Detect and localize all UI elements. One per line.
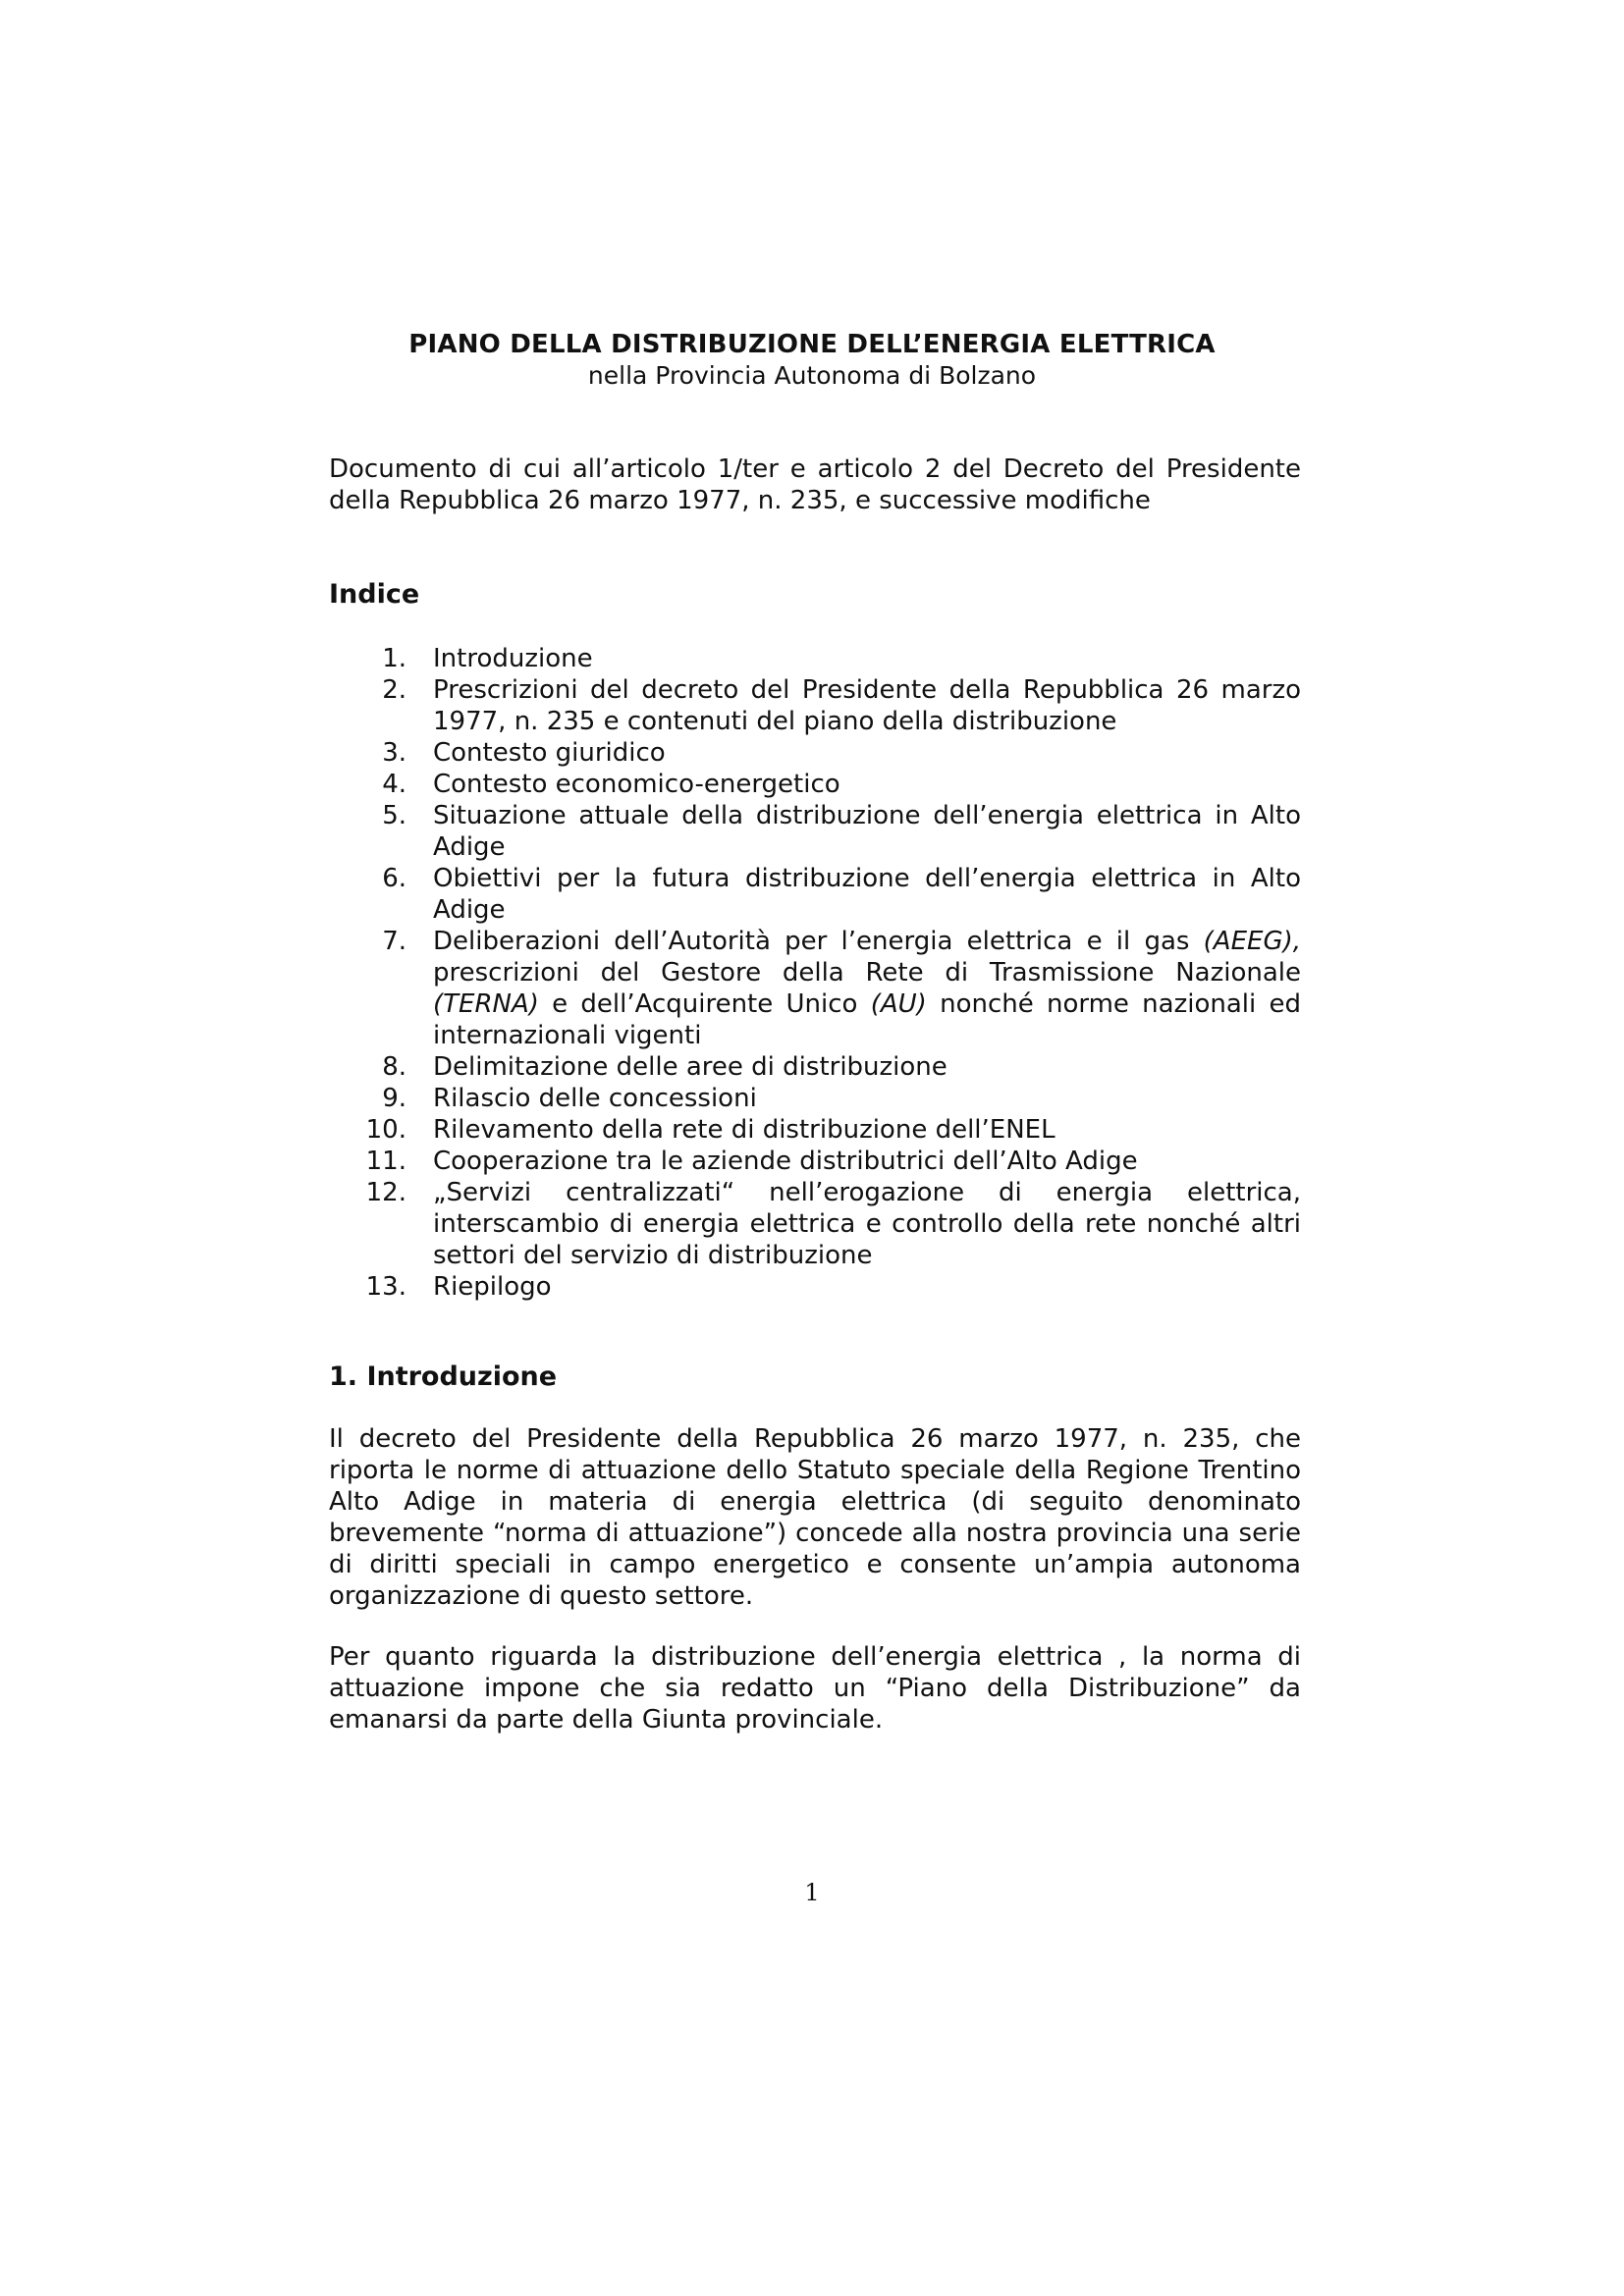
toc-item-text: Delimitazione delle aree di distribuzione (433, 1052, 947, 1082)
toc-text-part: nonché norme nazionali ed internazionali vigenti (433, 989, 1301, 1050)
section-heading-introduction: 1. Introduzione (329, 1362, 558, 1392)
document-title: PIANO DELLA DISTRIBUZIONE DELL’ENERGIA ELETTRICA (408, 330, 1216, 359)
toc-item-number: 9. (382, 1084, 406, 1113)
toc-item-text: Obiettivi per la futura distribuzione dell’energia elettrica in Alto Adige (433, 864, 1301, 925)
toc-item-number: 11. (365, 1147, 406, 1176)
toc-item-text: Prescrizioni del decreto del Presidente della Repubblica 26 marzo 1977, n. 235 e contenuti del piano della distribuzione (433, 675, 1301, 736)
toc-item-text: Contesto economico-energetico (433, 770, 840, 799)
toc-item-text: Riepilogo (433, 1272, 552, 1302)
toc-item-number: 3. (382, 738, 406, 768)
toc-item-number: 4. (382, 770, 406, 799)
toc-item-text: Rilevamento della rete di distribuzione dell’ENEL (433, 1115, 1056, 1145)
toc-item-2 (329, 674, 1301, 737)
toc-item-4 (329, 769, 1301, 800)
toc-item-number: 12. (365, 1178, 406, 1207)
toc-item-number: 13. (365, 1272, 406, 1302)
toc-item-text (406, 926, 1301, 1051)
toc-item-text: „Servizi centralizzati“ nell’erogazione di energia elettrica, interscambio di energia elettrica e controllo della rete nonché altri settori del servizio di distribuzione (433, 1178, 1301, 1270)
toc-item-3 (329, 737, 1301, 769)
toc-item-7 (329, 926, 1301, 1051)
toc-item-text: Contesto giuridico (433, 738, 666, 768)
toc-item-12 (329, 1177, 1301, 1271)
introduction-paragraph-1: Il decreto del Presidente della Repubblica 26 marzo 1977, n. 235, che riporta le norme di attuazione dello Statuto speciale della Regione Trentino Alto Adige in materia di energia elettrica (di seguito denominato brevemente “norma di attuazione”) concede alla nostra provincia una serie di diritti speciali in campo energetico e consente un’ampia autonoma organizzazione di questo settore. (329, 1424, 1301, 1611)
toc-item-11 (329, 1146, 1301, 1177)
table-of-contents (329, 643, 1301, 1303)
toc-item-number: 5. (382, 801, 406, 830)
toc-text-part: Deliberazioni dell’Autorità per l’energia elettrica e il gas (433, 927, 1204, 956)
document-subtitle: nella Provincia Autonoma di Bolzano (587, 361, 1037, 390)
toc-text-part: e dell’Acquirente Unico (538, 989, 871, 1019)
toc-item-number: 2. (382, 675, 406, 705)
toc-item-number: 8. (382, 1052, 406, 1082)
toc-item-text: Cooperazione tra le aziende distributrici dell’Alto Adige (433, 1147, 1138, 1176)
toc-text-abbreviation: (TERNA) (433, 989, 539, 1019)
document-reference-text: Documento di cui all’articolo 1/ter e articolo 2 del Decreto del Presidente della Repubblica 26 marzo 1977, n. 235, e successive modifiche (329, 454, 1301, 515)
toc-item-number: 10. (365, 1115, 406, 1145)
toc-item-10 (329, 1114, 1301, 1146)
toc-text-part: prescrizioni del Gestore della Rete di Trasmissione Nazionale (433, 958, 1301, 988)
index-heading: Indice (329, 579, 420, 610)
toc-item-6 (329, 863, 1301, 926)
page-number: 1 (804, 1879, 820, 1906)
toc-item-13 (329, 1271, 1301, 1303)
toc-item-8 (329, 1051, 1301, 1083)
toc-item-text: Rilascio delle concessioni (433, 1084, 757, 1113)
toc-item-number: 7. (382, 927, 406, 956)
introduction-paragraph-2: Per quanto riguarda la distribuzione dell’energia elettrica , la norma di attuazione impone che sia redatto un “Piano della Distribuzione” da emanarsi da parte della Giunta provinciale. (329, 1642, 1301, 1735)
toc-item-5 (329, 800, 1301, 863)
toc-item-text: Introduzione (433, 644, 593, 673)
toc-item-number: 6. (382, 864, 406, 893)
toc-item-text: Situazione attuale della distribuzione dell’energia elettrica in Alto Adige (433, 801, 1301, 862)
toc-item-number: 1. (382, 644, 406, 673)
toc-item-9 (329, 1083, 1301, 1114)
toc-text-abbreviation: (AU) (870, 989, 927, 1019)
toc-text-abbreviation: (AEEG), (1203, 927, 1301, 956)
toc-item-1 (329, 643, 1301, 674)
